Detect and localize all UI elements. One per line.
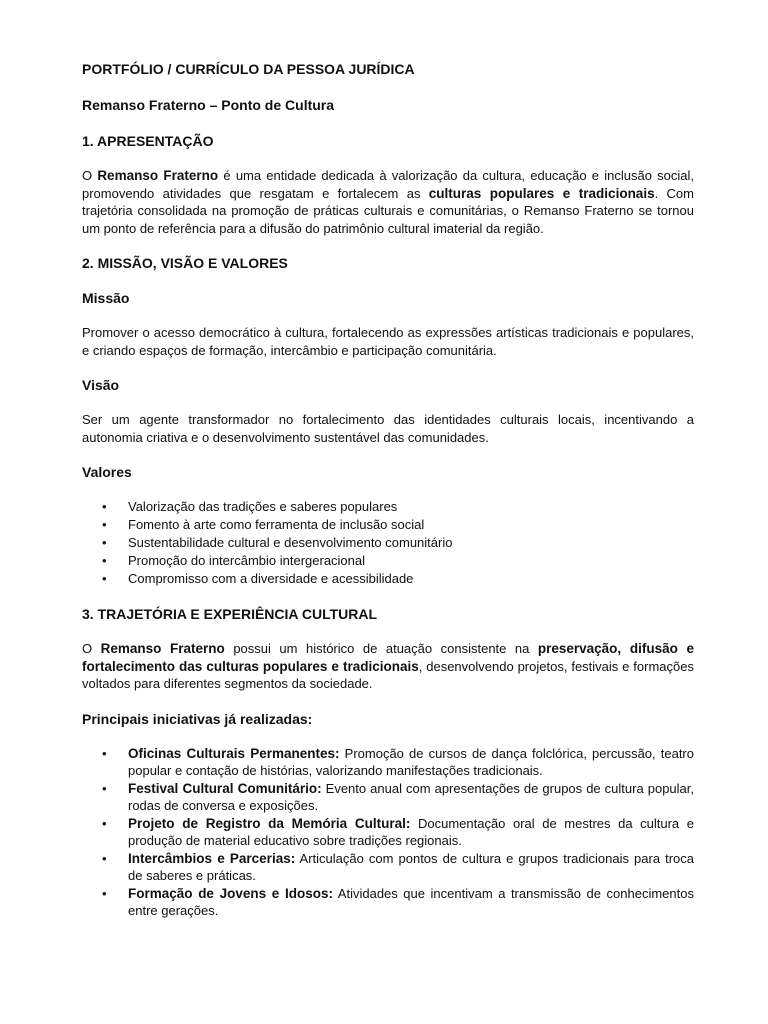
- bullet-icon: •: [102, 517, 107, 532]
- initiative-title: Intercâmbios e Parcerias:: [128, 850, 296, 866]
- list-item: [82, 885, 694, 920]
- text-run-bold: Remanso Fraterno: [97, 168, 219, 183]
- text-run-bold: culturas populares e tradicionais: [428, 185, 655, 201]
- initiative-title: Festival Cultural Comunitário:: [128, 780, 322, 796]
- list-item-text: Compromisso com a diversidade e acessibilidade: [128, 571, 414, 586]
- text-run-bold: Remanso Fraterno: [100, 641, 225, 656]
- text-run: O: [82, 168, 98, 183]
- missao-paragraph: Promover o acesso democrático à cultura, fortalecendo as expressões artísticas tradicionais e populares, e criando espaços de formação, intercâmbio e participação comunitária.: [82, 325, 694, 358]
- list-item-text: Valorização das tradições e saberes populares: [128, 499, 398, 514]
- initiative-text: Evento anual com apresentações de grupos de cultura popular, rodas de conversa e exposições.: [128, 780, 694, 813]
- visao-paragraph: Ser um agente transformador no fortalecimento das identidades culturais locais, incentivando a autonomia criativa e o desenvolvimento sustentável das comunidades.: [82, 412, 694, 445]
- text-run: O: [82, 641, 101, 656]
- bullet-icon: •: [102, 780, 107, 796]
- bullet-icon: •: [102, 499, 107, 514]
- bullet-icon: •: [102, 745, 107, 761]
- initiative-text: Documentação oral de mestres da cultura e produção de material educativo sobre tradições regionais.: [128, 815, 694, 848]
- subheading-visao: Visão: [82, 377, 120, 393]
- subheading-iniciativas: Principais iniciativas já realizadas:: [82, 710, 313, 727]
- list-item-text: Promoção do intercâmbio intergeracional: [128, 553, 366, 568]
- list-item-text: Sustentabilidade cultural e desenvolvimento comunitário: [128, 535, 453, 550]
- bullet-icon: •: [102, 535, 107, 550]
- trajetoria-paragraph: [82, 640, 694, 693]
- list-item: [82, 570, 694, 588]
- initiative-title: Formação de Jovens e Idosos:: [128, 885, 333, 901]
- initiative-text: Promoção de cursos de dança folclórica, percussão, teatro popular e contação de histórias, valorizando manifestações tradicionais.: [128, 745, 694, 778]
- bullet-icon: •: [102, 885, 107, 901]
- apresentacao-paragraph: [82, 167, 694, 237]
- list-item: [82, 552, 694, 570]
- bullet-icon: •: [102, 553, 107, 568]
- initiative-text: Articulação com pontos de cultura e grupos tradicionais para troca de saberes e práticas.: [128, 850, 695, 883]
- list-item: [82, 745, 694, 780]
- document-title: PORTFÓLIO / CURRÍCULO DA PESSOA JURÍDICA: [82, 61, 415, 77]
- bullet-icon: •: [102, 571, 107, 586]
- bullet-icon: •: [102, 815, 107, 831]
- text-run-bold: preservação, difusão e fortalecimento das culturas populares e tradicionais: [82, 641, 694, 674]
- text-run: . Com trajetória consolidada na promoção de práticas culturais e comunitárias, o Remanso Fraterno se tornou um ponto de referência para a difusão do patrimônio cultural imaterial da região.: [82, 185, 694, 236]
- iniciativas-list: [82, 745, 694, 920]
- organization-name: Remanso Fraterno – Ponto de Cultura: [82, 97, 335, 113]
- list-item: [82, 850, 694, 885]
- section-heading-apresentacao: 1. APRESENTAÇÃO: [82, 133, 214, 149]
- document-page: [82, 60, 694, 920]
- section-heading-missao-visao-valores: 2. MISSÃO, VISÃO E VALORES: [82, 255, 288, 271]
- initiative-title: Oficinas Culturais Permanentes:: [128, 745, 340, 761]
- subheading-missao: Missão: [82, 290, 130, 306]
- list-item-text: Fomento à arte como ferramenta de inclusão social: [128, 517, 425, 532]
- initiative-text: Atividades que incentivam a transmissão de conhecimentos entre gerações.: [128, 885, 694, 918]
- text-run: possui um histórico de atuação consistente na: [224, 641, 538, 656]
- initiative-title: Projeto de Registro da Memória Cultural:: [128, 815, 411, 831]
- list-item: [82, 780, 694, 815]
- valores-list: [82, 498, 694, 588]
- subheading-valores: Valores: [82, 464, 132, 480]
- text-run: é uma entidade dedicada à valorização da cultura, educação e inclusão social, promovendo atividades que resgatam e fortalecem as: [82, 168, 694, 201]
- list-item: [82, 534, 694, 552]
- list-item: [82, 516, 694, 534]
- list-item: [82, 815, 694, 850]
- list-item: [82, 498, 694, 516]
- bullet-icon: •: [102, 850, 107, 866]
- text-run: , desenvolvendo projetos, festivais e formações voltados para diferentes segmentos da sociedade.: [82, 658, 694, 691]
- section-heading-trajetoria: 3. TRAJETÓRIA E EXPERIÊNCIA CULTURAL: [82, 606, 378, 622]
